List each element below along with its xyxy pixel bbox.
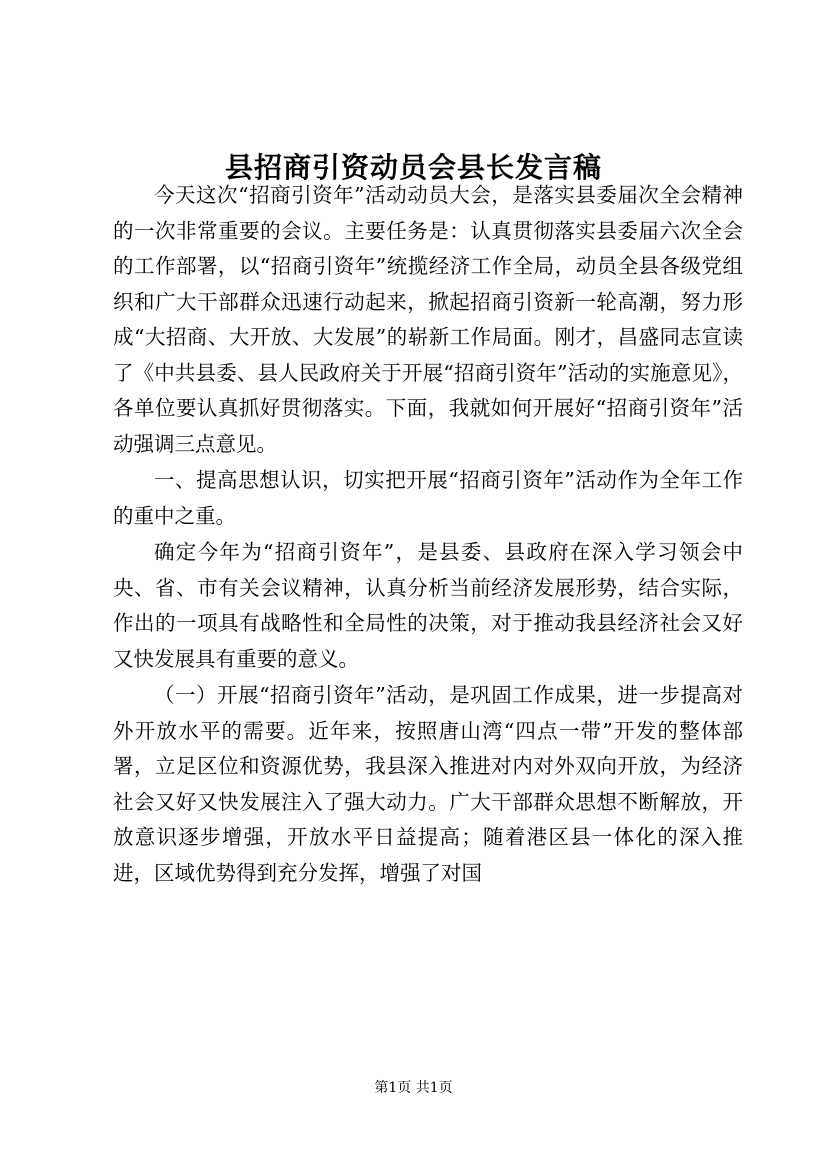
- paragraph-point-one: （一）开展“招商引资年”活动，是巩固工作成果，进一步提高对外开放水平的需要。近年来，按照唐山湾“四点一带”开发的整体部署，立足区位和资源优势，我县深入推进对内对外双向开放，为经济社会又好又快发展注入了强大动力。广大干部群众思想不断解放，开放意识逐步增强，开放水平日益提高；随着港区县一体化的深入推进，区域优势得到充分发挥，增强了对国: [113, 683, 743, 885]
- document-body: [113, 178, 743, 891]
- paragraph-section-heading: 一、提高思想认识，切实把开展“招商引资年”活动作为全年工作的重中之重。: [113, 468, 743, 528]
- paragraph-intro: 今天这次“招商引资年”活动动员大会，是落实县委届次全会精神的一次非常重要的会议。主要任务是：认真贯彻落实县委届六次全会的工作部署，以“招商引资年”统揽经济工作全局，动员全县各级党组织和广大干部群众迅速行动起来，掀起招商引资新一轮高潮，努力形成“大招商、大开放、大发展”的崭新工作局面。刚才，昌盛同志宣读了《中共县委、县人民政府关于开展“招商引资年”活动的实施意见》，各单位要认真抓好贯彻落实。下面，我就如何开展好“招商引资年”活动强调三点意见。: [113, 183, 743, 456]
- page-footer: 第1页 共1页: [374, 1080, 453, 1096]
- document-title: 县招商引资动员会县长发言稿: [224, 151, 602, 184]
- paragraph-decision: 确定今年为“招商引资年”，是县委、县政府在深入学习领会中央、省、市有关会议精神，认真分析当前经济发展形势，结合实际，作出的一项具有战略性和全局性的决策，对于推动我县经济社会又好又快发展具有重要的意义。: [113, 540, 743, 671]
